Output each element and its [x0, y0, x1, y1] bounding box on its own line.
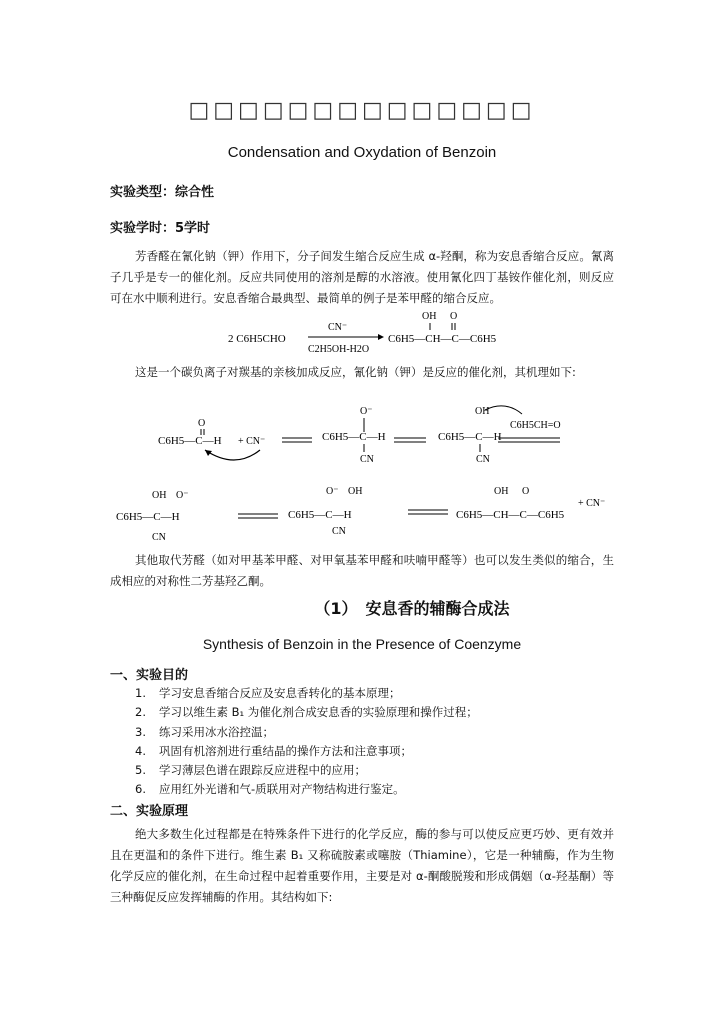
benzoin-reaction-scheme: [200, 306, 520, 356]
mech2-oh: OH: [152, 490, 167, 501]
list-item: 1. 学习安息香缩合反应及安息香转化的基本原理；: [135, 686, 401, 700]
mech-aldehyde-eq: C6H5CH=O: [510, 420, 561, 431]
mechanism-row-2: [112, 480, 612, 550]
objectives-list: [135, 684, 615, 800]
principle-paragraph: 绝大多数生化过程都是在特殊条件下进行的化学反应，酶的参与可以使反应更巧妙、更有效并且在更温和的条件下进行。维生素 B₁ 又称硫胺素或噻胺（Thiamine），它是一种辅酶，作为生物化学反应的催化剂，在生命过程中起着重要作用，主要是对 α-酮酸脱羧和形成偶姻（α-羟基酮）等三种酶促反应发挥辅酶的作用。其结构如下:: [110, 827, 614, 904]
principle-heading: 二、实验原理: [110, 804, 189, 819]
list-item: 3. 练习采用冰水浴控温；: [135, 724, 274, 739]
experiment-type: 实验类型：综合性: [110, 185, 215, 200]
mech-benzaldehyde: C6H5—C—H: [158, 435, 222, 447]
mech-oh-1: OH: [475, 406, 490, 417]
section-subtitle: Synthesis of Benzoin in the Presence of Coenzyme: [202, 636, 522, 652]
mech2-o-minus-2: O⁻: [326, 486, 339, 497]
mech-o-minus: O⁻: [360, 406, 373, 417]
mech2-oh-3: OH: [494, 486, 509, 497]
list-item: 5. 学习薄层色谱在跟踪反应进程中的应用；: [135, 763, 366, 778]
objectives-heading: 一、实验目的: [110, 668, 189, 683]
intro-paragraph: 芳香醛在氰化钠（钾）作用下，分子间发生缩合反应生成 α-羟酮，称为安息香缩合反应。氰离子几乎是专一的催化剂。反应共同使用的溶剂是醇的水溶液。使用氰化四丁基铵作催化剂，则反应可在水中顺利进行。安息香缩合最典型、最简单的例子是苯甲醛的缩合反应。: [110, 249, 614, 305]
mech2-cn-release: + CN⁻: [578, 498, 606, 509]
list-item: 2. 学习以维生素 B₁ 为催化剂合成安息香的实验原理和操作过程；: [135, 705, 478, 720]
page-title-cn: □□□□□□□□□□□□□□: [188, 98, 536, 123]
mech-intermediate-1: C6H5—C—H: [322, 431, 386, 443]
mech-cn-2: CN: [476, 454, 490, 465]
list-item: 4. 巩固有机溶剂进行重结晶的操作方法和注意事项；: [135, 743, 412, 758]
catalyst-label: CN⁻: [328, 322, 348, 333]
reactant-label: 2 C6H5CHO: [228, 333, 286, 345]
mech2-cn-h: CN: [152, 532, 166, 543]
mech-carbanion: C6H5—C—H: [438, 431, 502, 443]
mech-o-label: O: [198, 418, 206, 429]
product-o: O: [450, 311, 458, 322]
product-oh: OH: [422, 311, 437, 322]
page-title-en: Condensation and Oxydation of Benzoin: [227, 144, 497, 161]
mechanism-paragraph: 这是一个碳负离子对羰基的亲核加成反应，氰化钠（钾）是反应的催化剂，其机理如下:: [135, 365, 576, 379]
mechanism-row-1: [150, 404, 570, 474]
experiment-hours: 实验学时：5学时: [110, 221, 211, 236]
mech2-o-3: O: [522, 486, 530, 497]
other-aldehydes-paragraph: 其他取代芳醛（如对甲基苯甲醛、对甲氧基苯甲醛和呋喃甲醛等）也可以发生类似的缩合，生成相应的对称性二芳基羟乙酮。: [110, 553, 614, 588]
section-title: （1） 安息香的辅酶合成法: [314, 599, 510, 618]
mech-cn-minus: + CN⁻: [238, 436, 266, 447]
list-item: 6. 应用红外光谱和气-质联用对产物结构进行鉴定。: [135, 782, 405, 797]
mech2-benzoin: C6H5—CH—C—C6H5: [456, 509, 565, 521]
solvent-label: C2H5OH-H2O: [308, 344, 370, 355]
product-formula: C6H5—CH—C—C6H5: [388, 333, 497, 345]
mech2-o-minus: O⁻: [176, 490, 189, 501]
mech-cn-1: CN: [360, 454, 374, 465]
mech2-adduct: C6H5—C—H: [116, 511, 180, 523]
mech2-cn-2: CN: [332, 526, 346, 537]
mech2-oh-2: OH: [348, 486, 363, 497]
mech2-adduct-2: C6H5—C—H: [288, 509, 352, 521]
